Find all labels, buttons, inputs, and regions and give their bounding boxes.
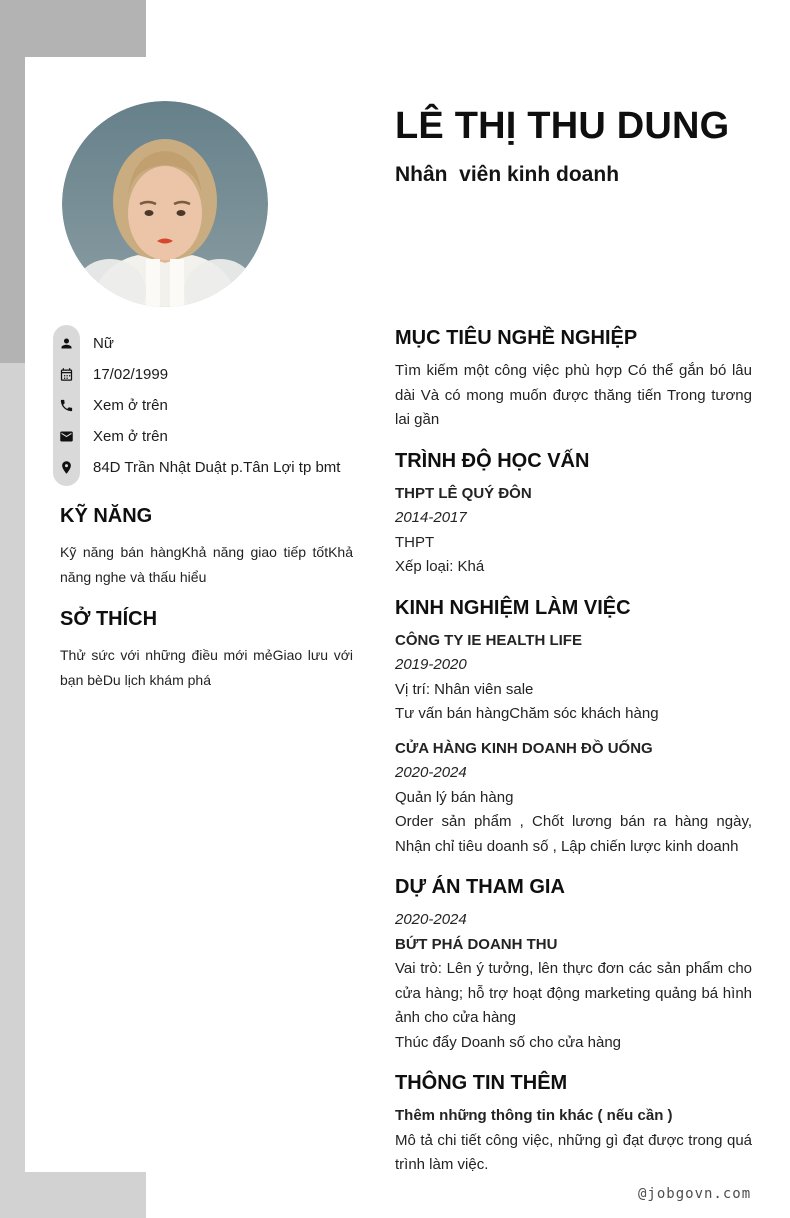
job-description: Order sản phẩm , Chốt lương bán ra hàng ngày, Nhận chỉ tiêu doanh số , Lập chiến lược kinh doanh <box>395 813 752 855</box>
decor-bottom-left-block <box>0 1172 146 1218</box>
job-company: CỬA HÀNG KINH DOANH ĐỒ UỐNG <box>395 739 653 757</box>
phone-value: Xem ở trên <box>93 397 168 414</box>
contact-list <box>53 325 353 486</box>
profile-photo-illustration <box>62 101 268 307</box>
job-position: Vị trí: Nhân viên sale <box>395 680 534 698</box>
education-title: TRÌNH ĐỘ HỌC VẤN <box>395 449 590 472</box>
email-icon <box>53 421 80 452</box>
job-company: CÔNG TY IE HEALTH LIFE <box>395 631 582 649</box>
education-school: THPT LÊ QUÝ ĐÔN <box>395 484 532 502</box>
left-column <box>53 325 353 692</box>
job-title: Nhân viên kinh doanh <box>395 163 620 186</box>
decor-left-strip-light <box>0 363 25 1218</box>
calendar-icon <box>53 359 80 390</box>
project-role: Vai trò: Lên ý tưởng, lên thực đơn các sản phẩm cho cửa hàng; hỗ trợ hoạt động marketing quảng bá hình ảnh cho cửa hàng <box>395 960 752 1026</box>
job-dates: 2020-2024 <box>395 764 467 781</box>
gender-value: Nữ <box>93 335 114 352</box>
birthdate-value: 17/02/1999 <box>93 366 169 383</box>
phone-icon <box>53 390 80 421</box>
right-column <box>395 326 752 1194</box>
skills-title: KỸ NĂNG <box>60 505 153 527</box>
section-skills <box>60 504 353 589</box>
person-icon <box>53 328 80 359</box>
education-grade: Xếp loại: Khá <box>395 558 485 575</box>
additional-placeholder: Mô tả chi tiết công việc, những gì đạt được trong quá trình làm việc. <box>395 1131 752 1173</box>
objective-body: Tìm kiếm một công việc phù hợp Có thể gắn bó lâu dài Và có mong muốn được thăng tiến Trong tương lai gần <box>395 362 752 428</box>
education-dates: 2014-2017 <box>395 509 467 526</box>
objective-title: MỤC TIÊU NGHỀ NGHIỆP <box>395 327 638 349</box>
project-impact: Thúc đẩy Doanh số cho cửa hàng <box>395 1033 622 1051</box>
experience-job <box>395 629 752 727</box>
section-objective <box>395 326 752 433</box>
contact-values <box>93 325 353 483</box>
section-education <box>395 449 752 580</box>
header <box>395 104 765 187</box>
section-hobbies <box>60 607 353 692</box>
candidate-name: LÊ THỊ THU DUNG <box>395 105 730 147</box>
address-value: 84D Trần Nhật Duật p.Tân Lợi tp bmt <box>93 459 341 476</box>
watermark: @jobgovn.com <box>638 1186 752 1202</box>
section-projects <box>395 875 752 1055</box>
hobbies-body: Thử sức với những điều mới mẻGiao lưu với bạn bèDu lịch khám phá <box>60 647 353 688</box>
experience-job <box>395 737 752 860</box>
email-value: Xem ở trên <box>93 428 168 445</box>
decor-left-strip-dark <box>0 0 25 363</box>
job-description: Tư vấn bán hàngChăm sóc khách hàng <box>395 705 659 722</box>
skills-body: Kỹ năng bán hàngKhả năng giao tiếp tốtKhả năng nghe và thấu hiểu <box>60 544 353 585</box>
projects-title: DỰ ÁN THAM GIA <box>395 876 565 898</box>
contact-icon-rail <box>53 325 80 486</box>
project-dates: 2020-2024 <box>395 911 467 928</box>
project-name: BỨT PHÁ DOANH THU <box>395 935 558 953</box>
hobbies-title: SỞ THÍCH <box>60 608 158 630</box>
education-degree: THPT <box>395 533 435 551</box>
location-icon <box>53 452 80 483</box>
experience-title: KINH NGHIỆM LÀM VIỆC <box>395 596 631 619</box>
section-additional-info <box>395 1071 752 1178</box>
additional-note: Thêm những thông tin khác ( nếu cần ) <box>395 1107 673 1124</box>
job-position: Quản lý bán hàng <box>395 788 514 806</box>
section-experience <box>395 596 752 860</box>
additional-title: THÔNG TIN THÊM <box>395 1072 568 1094</box>
job-dates: 2019-2020 <box>395 656 467 673</box>
profile-photo <box>62 101 268 307</box>
